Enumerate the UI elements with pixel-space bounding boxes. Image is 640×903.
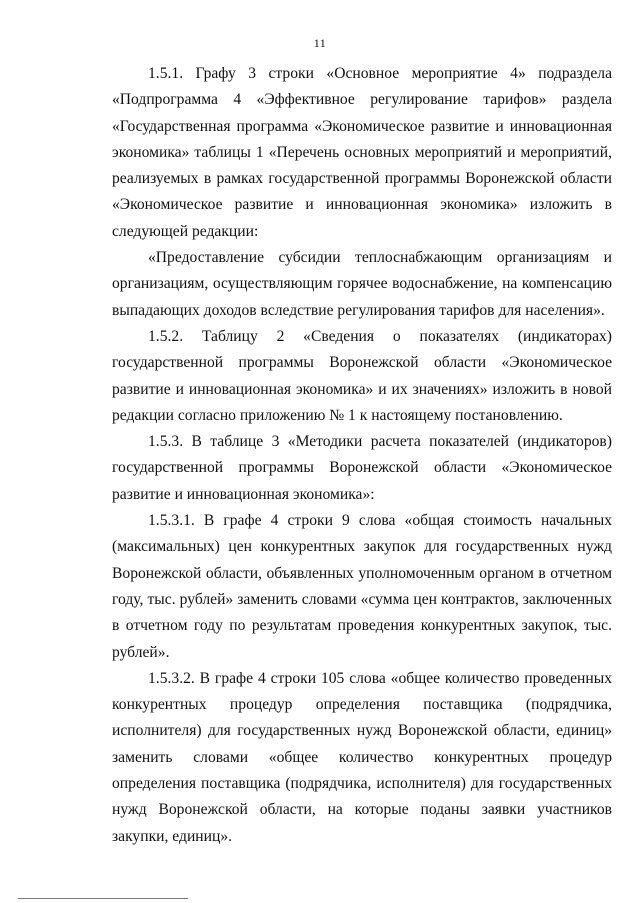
paragraph-1-5-1: 1.5.1. Графу 3 строки «Основное мероприятие 4» подраздела «Подпрограмма 4 «Эффективное регулирование тарифов» раздела «Государственная программа «Экономическое развитие и инновационная экономика» таблицы 1 «Перечень основных мероприятий и мероприятий, реализуемых в рамках государственной программы Воронежской области «Экономическое развитие и инновационная экономика» изложить в следующей редакции:	[112, 65, 612, 240]
bottom-divider	[18, 898, 188, 899]
paragraph-1-5-3-2: 1.5.3.2. В графе 4 строки 105 слова «общее количество проведенных конкурентных процедур определения поставщика (подрядчика, исполнителя) для государственных нужд Воронежской области, единиц» заменить словами «общее количество конкурентных процедур определения поставщика (подрядчика, исполнителя) для государственных нужд Воронежской области, на которые поданы заявки участников закупки, единиц».	[112, 669, 612, 845]
paragraph-1-5-3: 1.5.3. В таблице 3 «Методики расчета показателей (индикаторов) государственной программы Воронежской области «Экономическое развитие и инновационная экономика»:	[112, 433, 612, 503]
paragraph-1-5-2: 1.5.2. Таблицу 2 «Сведения о показателях (индикаторах) государственной программы Воронежской области «Экономическое развитие и инновационная экономика» и их значениях» изложить в новой редакции согласно приложению № 1 к настоящему постановлению.	[112, 327, 612, 424]
page-number: 11	[313, 36, 327, 50]
paragraph-quoted-text: «Предоставление субсидии теплоснабжающим организациям и организациям, осуществляющим горячее водоснабжение, на компенсацию выпадающих доходов вследствие регулирования тарифов для населения».	[112, 249, 612, 319]
document-body	[112, 61, 612, 850]
paragraph-1-5-3-1: 1.5.3.1. В графе 4 строки 9 слова «общая стоимость начальных (максимальных) цен конкурентных закупок для государственных нужд Воронежской области, объявленных уполномоченным органом в отчетном году, тыс. рублей» заменить словами «сумма цен контрактов, заключенных в отчетном году по результатам проведения конкурентных закупок, тыс. рублей».	[112, 512, 612, 661]
